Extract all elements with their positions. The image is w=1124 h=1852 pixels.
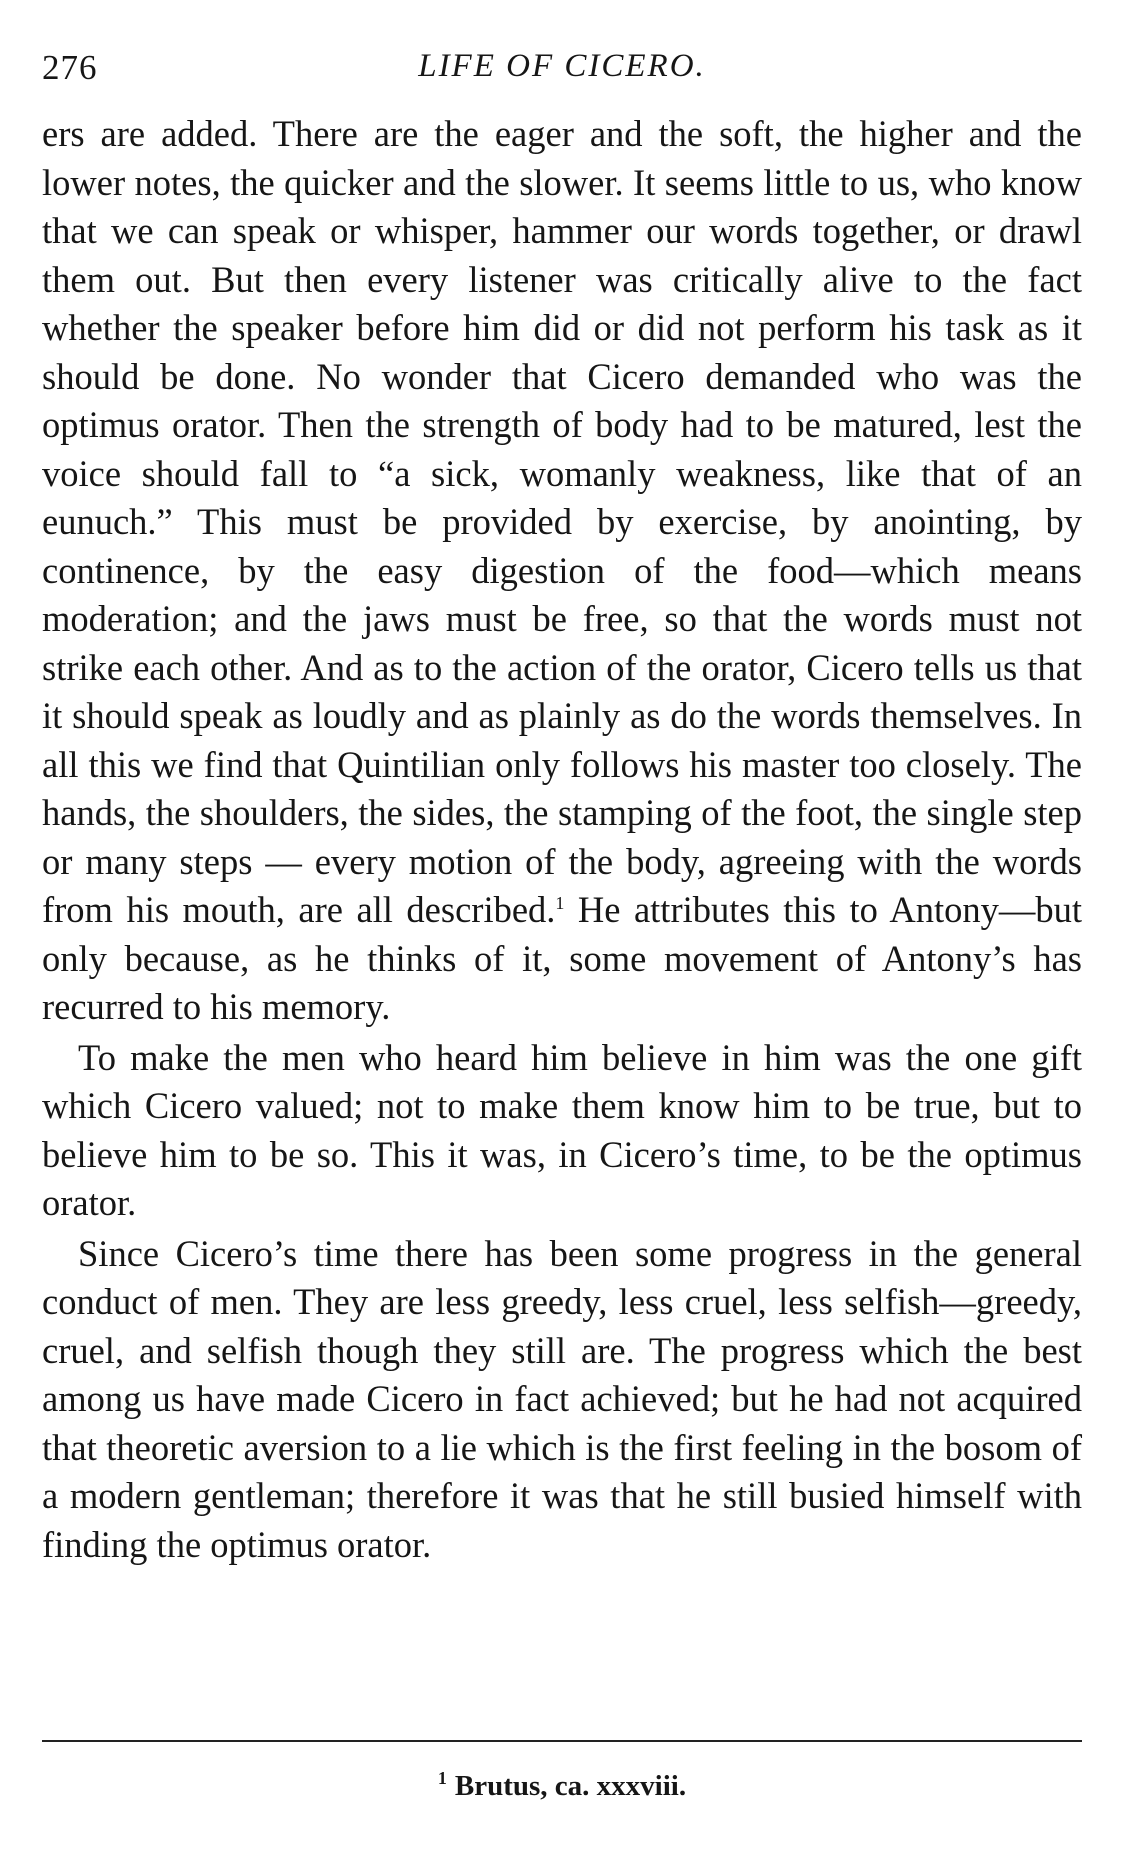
paragraph-2: To make the men who heard him believe in him was the one gift which Cicero valued; not to make them know him to be true, but to believe him to be so. This it was, in Cicero’s time, to be the optimus orator. [42,1036,1082,1223]
running-title: LIFE OF CICERO. [418,48,706,84]
footnote-divider [42,1740,1082,1742]
footnote-marker: 1 [437,1768,447,1789]
footnote-text: Brutus, ca. xxxviii. [454,1770,687,1802]
paragraph-1-text: ers are added. There are the eager and the soft, the higher and the lower notes, the quicker and the slower. It seems little to us, who know that we can speak or whisper, hammer our words together, or drawl them out. But then every listener was critically alive to the fact whether the speaker before him did or did not perform his task as it should be done. No wonder that Cicero demanded who was the optimus orator. Then the strength of body had to be matured, lest the voice should fall to “a sick, womanly weakness, like that of an eunuch.” This must be provided by exercise, by anointing, by continence, by the easy digestion of the food—which means moderation; and the jaws must be free, so that the words must not strike each other. And as to the action of the orator, Cicero tells us that it should speak as loudly and as plainly as do the words themselves. In all this we find that Quintilian only follows his master too closely. The hands, the shoulders, the sides, the stamping of the foot, the single step or many steps — every motion of the body, agreeing with the words from his mouth, are all described. [42,113,1082,930]
book-page [42,40,1082,1569]
paragraph-1 [42,110,1082,1032]
footnote [0,1770,1124,1803]
paragraph-1-continuation: He attributes this to Antony—but only because, as he thinks of it, some movement of Antony’s has recurred to his memory. [42,889,1083,1027]
running-head [42,40,1082,110]
footnote-reference: 1 [555,892,565,913]
body-text [42,110,1082,1569]
page-number: 276 [42,48,98,87]
paragraph-3: Since Cicero’s time there has been some progress in the general conduct of men. They are less greedy, less cruel, less selfish—greedy, cruel, and selfish though they still are. The progress which the best among us have made Cicero in fact achieved; but he had not acquired that theoretic aversion to a lie which is the first feeling in the bosom of a modern gentleman; therefore it was that he still busied himself with finding the optimus orator. [42,1232,1082,1565]
